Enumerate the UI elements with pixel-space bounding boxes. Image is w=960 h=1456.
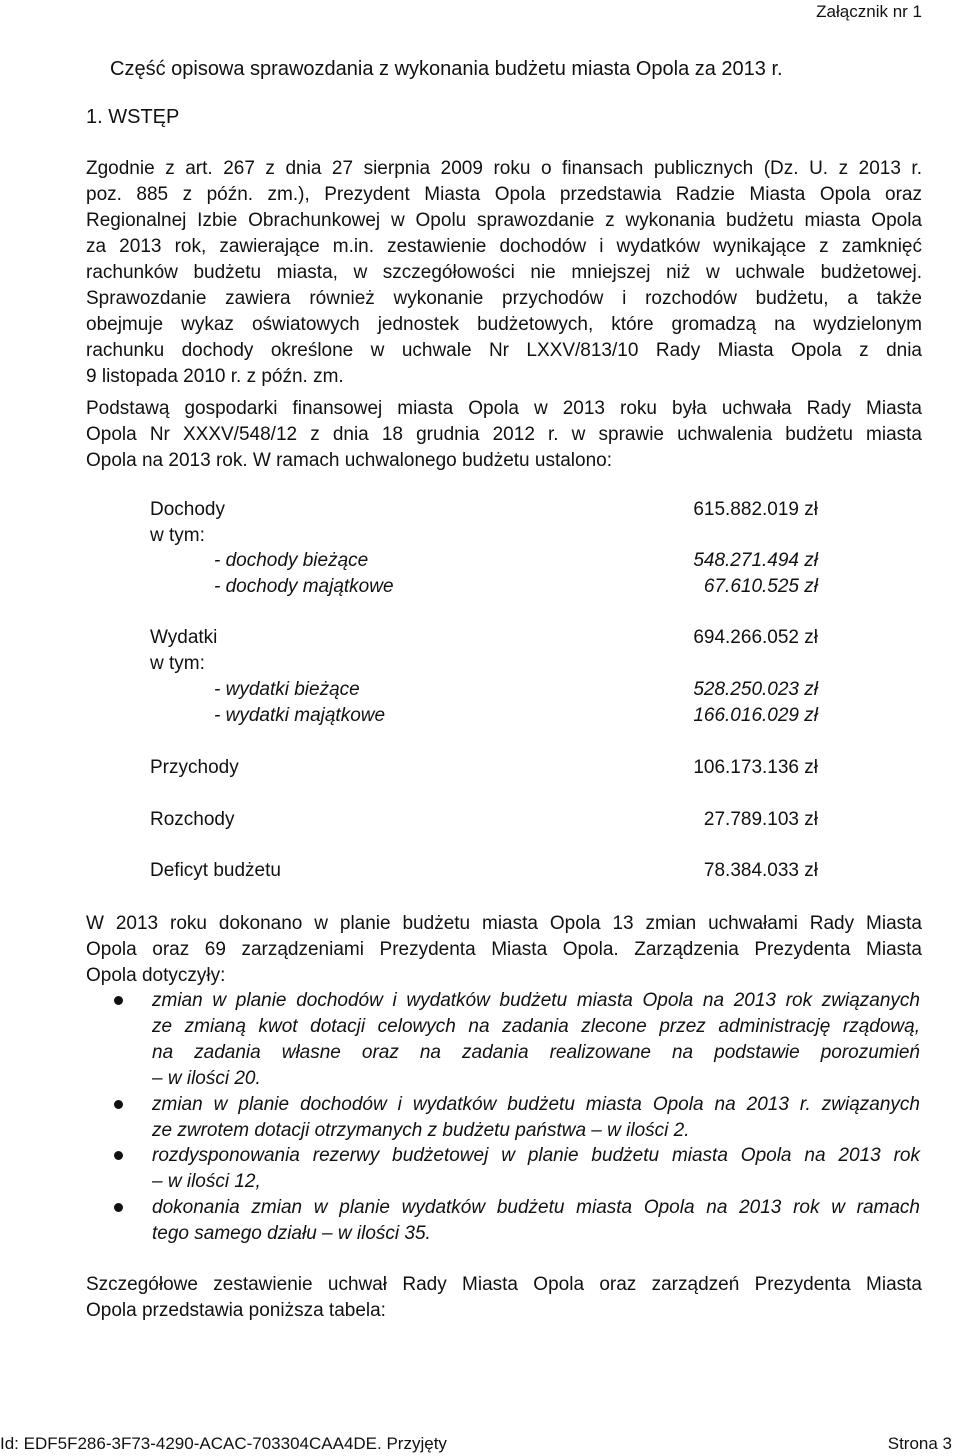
text-line: – w ilości 20. — [152, 1068, 261, 1089]
list-item-text — [152, 1195, 920, 1247]
text-line: rozdysponowania rezerwy budżetowej w planie budżetu miasta Opola na 2013 rok — [152, 1145, 920, 1166]
table-intro-paragraph — [86, 1272, 922, 1324]
text-line: Opola na 2013 rok. W ramach uchwalonego budżetu ustalono: — [86, 450, 612, 471]
page-number: Strona 3 — [887, 1434, 952, 1453]
text-line: ze zwrotem dotacji otrzymanych z budżetu państwa – w ilości 2. — [152, 1120, 690, 1141]
list-item-text — [152, 1092, 920, 1144]
text-line: dokonania zmian w planie wydatków budżetu miasta Opola na 2013 rok w ramach — [152, 1197, 920, 1218]
text-line: za 2013 rok, zawierające m.in. zestawienie dochodów i wydatków wynikające z zamknięć — [86, 236, 922, 257]
list-item-text — [152, 1143, 920, 1195]
text-line: zmian w planie dochodów i wydatków budżetu miasta Opola na 2013 rok związanych — [152, 990, 920, 1011]
dochody-majatkowe-amount: 67.610.525 zł — [703, 576, 818, 597]
text-line: Opola Nr XXXV/548/12 z dnia 18 grudnia 2012 r. w sprawie uchwalenia budżetu miasta — [86, 424, 922, 445]
text-line: Regionalnej Izbie Obrachunkowej w Opolu sprawozdanie z wykonania budżetu miasta Opola — [86, 210, 922, 231]
deficyt-label: Deficyt budżetu — [150, 860, 281, 881]
wydatki-biezace-label: - wydatki bieżące — [214, 679, 360, 700]
text-line: Szczegółowe zestawienie uchwał Rady Miasta Opola oraz zarządzeń Prezydenta Miasta — [86, 1274, 922, 1295]
bullet-icon — [114, 996, 123, 1005]
text-line: Sprawozdanie zawiera również wykonanie przychodów i rozchodów budżetu, a także — [86, 288, 922, 309]
text-line: Zgodnie z art. 267 z dnia 27 sierpnia 2009 roku o finansach publicznych (Dz. U. z 2013 r. — [86, 158, 922, 179]
annex-label: Załącznik nr 1 — [816, 2, 922, 21]
bullet-icon — [114, 1100, 123, 1109]
wydatki-amount: 694.266.052 zł — [693, 627, 818, 648]
rozchody-amount: 27.789.103 zł — [703, 809, 818, 830]
przychody-amount: 106.173.136 zł — [693, 757, 818, 778]
text-line: zmian w planie dochodów i wydatków budżetu miasta Opola na 2013 r. związanych — [152, 1094, 920, 1115]
section-heading: 1. WSTĘP — [86, 106, 180, 128]
text-line: rachunków budżetu miasta, w szczegółowości nie mniejszej niż w uchwale budżetowej. — [86, 262, 922, 283]
text-line: poz. 885 z późn. zm.), Prezydent Miasta Opola przedstawia Radzie Miasta Opola oraz — [86, 184, 922, 205]
text-line: Opola oraz 69 zarządzeniami Prezydenta Miasta Opola. Zarządzenia Prezydenta Miasta — [86, 939, 922, 960]
text-line: Opola dotyczyły: — [86, 965, 226, 986]
wydatki-biezace-amount: 528.250.023 zł — [693, 679, 818, 700]
list-item-text — [152, 988, 920, 1092]
dochody-majatkowe-label: - dochody majątkowe — [214, 576, 394, 597]
text-line: ze zmianą kwot dotacji celowych na zadania zlecone przez administrację rządową, — [152, 1016, 920, 1037]
dochody-biezace-label: - dochody bieżące — [214, 550, 369, 571]
dochody-biezace-amount: 548.271.494 zł — [693, 550, 818, 571]
wydatki-label: Wydatki — [150, 627, 218, 648]
text-line: W 2013 roku dokonano w planie budżetu miasta Opola 13 zmian uchwałami Rady Miasta — [86, 913, 922, 934]
text-line: – w ilości 12, — [152, 1171, 261, 1192]
text-line: tego samego działu – w ilości 35. — [152, 1223, 431, 1244]
bullet-list — [86, 0, 922, 1456]
text-line: Opola przedstawia poniższa tabela: — [86, 1300, 386, 1321]
przychody-label: Przychody — [150, 757, 239, 778]
rozchody-label: Rozchody — [150, 809, 235, 830]
deficyt-amount: 78.384.033 zł — [703, 860, 818, 881]
wydatki-majatkowe-label: - wydatki majątkowe — [214, 705, 386, 726]
text-line: obejmuje wykaz oświatowych jednostek budżetowych, które gromadzą na wydzielonym — [86, 314, 922, 335]
document-id: Id: EDF5F286-3F73-4290-ACAC-703304CAA4DE. Przyjęty — [0, 1434, 447, 1453]
text-line: rachunku dochody określone w uchwale Nr LXXV/813/10 Rady Miasta Opola z dnia — [86, 340, 922, 361]
text-line: Podstawą gospodarki finansowej miasta Opola w 2013 roku była uchwała Rady Miasta — [86, 398, 922, 419]
text-line: na zadania własne oraz na zadania realizowane na podstawie porozumień — [152, 1042, 920, 1063]
bullet-icon — [114, 1203, 123, 1212]
dochody-label: Dochody — [150, 499, 225, 520]
wydatki-majatkowe-amount: 166.016.029 zł — [693, 705, 818, 726]
dochody-amount: 615.882.019 zł — [693, 499, 818, 520]
document-title: Część opisowa sprawozdania z wykonania budżetu miasta Opola za 2013 r. — [110, 58, 783, 80]
text-line: 9 listopada 2010 r. z późn. zm. — [86, 366, 344, 387]
wtym-label: w tym: — [150, 525, 205, 546]
bullet-icon — [114, 1151, 123, 1160]
wtym-label: w tym: — [150, 653, 205, 674]
